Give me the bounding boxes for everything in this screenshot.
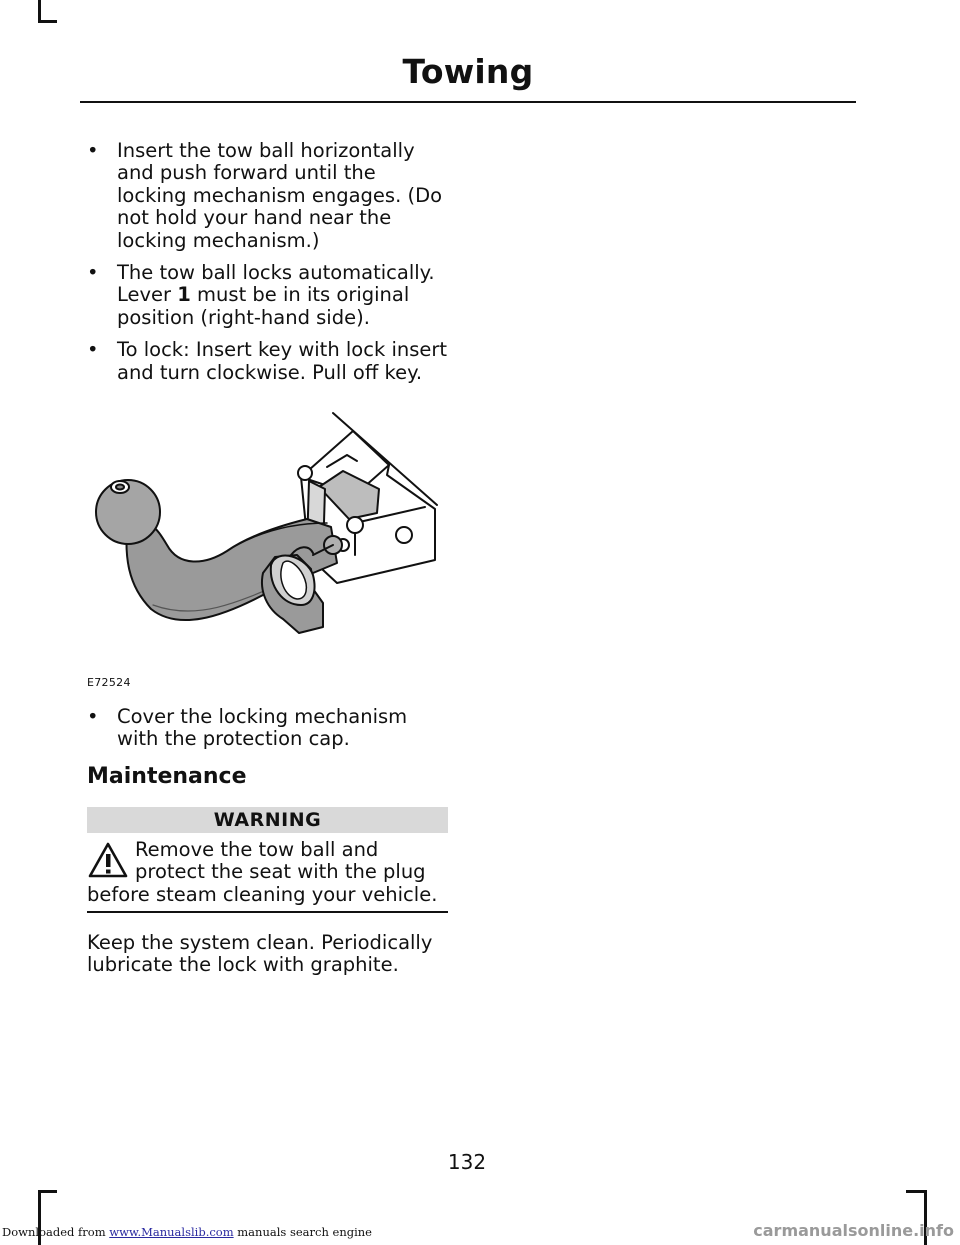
header-rule: [80, 101, 856, 103]
bullet-list-top: [87, 140, 449, 394]
warning-rule: [87, 911, 448, 913]
footer-suffix: manuals search engine: [233, 1225, 372, 1239]
lever-number: 1: [177, 283, 191, 307]
list-item-text-post: must be in its original position (right-hand side).: [117, 283, 410, 329]
list-item: [87, 262, 449, 329]
crop-mark-top-left: [38, 0, 57, 23]
warning-line: before steam cleaning your vehicle.: [87, 882, 438, 906]
warning-label: WARNING: [87, 807, 448, 833]
list-item: [87, 706, 449, 751]
warning-text: [87, 839, 449, 906]
list-item: [87, 339, 449, 384]
list-item: [87, 140, 449, 252]
maintenance-paragraph: Keep the system clean. Periodically lubricate the lock with graphite.: [87, 931, 433, 977]
watermark-text: carmanualsonline.info: [753, 1221, 954, 1240]
list-item-text-pre: The tow ball locks automatically. Lever: [117, 261, 435, 307]
page-title: Towing: [402, 52, 534, 91]
download-footer: [2, 1225, 372, 1239]
page-number: 132: [447, 1150, 487, 1174]
list-item-text: Cover the locking mechanism with the protection cap.: [117, 705, 408, 751]
list-item-text: To lock: Insert key with lock insert and turn clockwise. Pull off key.: [117, 338, 448, 384]
figure-id: E72524: [87, 676, 131, 689]
list-item-text: Insert the tow ball horizontally and push forward until the locking mechanism engages. (Do not hold your hand near the locking mechanism.): [117, 139, 443, 252]
tow-ball-illustration: [87, 405, 449, 690]
manualslib-link[interactable]: www.Manualslib.com: [109, 1225, 234, 1239]
section-heading: Maintenance: [87, 764, 247, 789]
warning-line: protect the seat with the plug: [135, 860, 426, 884]
bullet-list-after-figure: [87, 706, 449, 761]
footer-prefix: Downloaded from: [2, 1225, 110, 1239]
warning-line: Remove the tow ball and: [135, 838, 379, 861]
